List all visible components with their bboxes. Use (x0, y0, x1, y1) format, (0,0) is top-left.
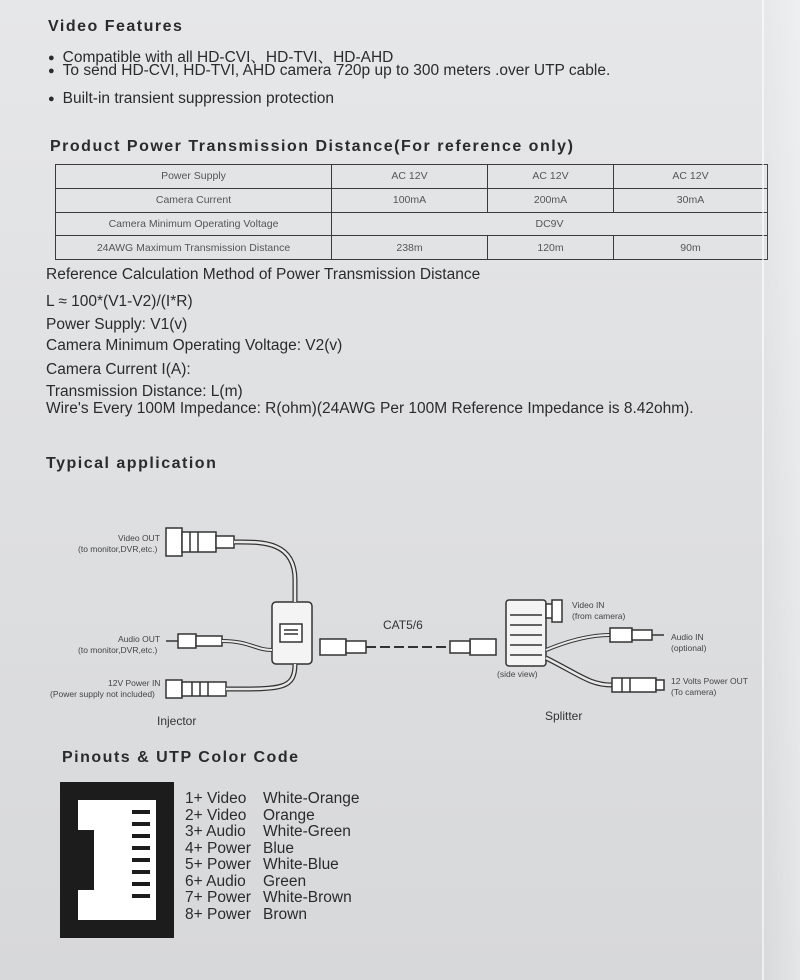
injector-caption: Injector (157, 714, 197, 728)
splitter-caption: Splitter (545, 709, 583, 723)
side-view-label: (side view) (497, 669, 538, 679)
row-label: Camera Minimum Operating Voltage (56, 212, 332, 236)
pin-label: 1+ Video (185, 790, 247, 807)
pinout-list (185, 791, 359, 923)
pin-label: 5+ Power (185, 856, 251, 873)
power-out-label: 12 Volts Power OUT (671, 676, 749, 686)
feature-item: ● Built-in transient suppression protection (48, 90, 334, 108)
pinout-row (185, 841, 359, 858)
pin-label: 4+ Power (185, 839, 251, 857)
row-label: 24AWG Maximum Transmission Distance (56, 236, 332, 260)
cable-label: CAT5/6 (383, 618, 423, 632)
calc-line: Camera Minimum Operating Voltage: V2(v) (46, 337, 343, 354)
pinout-row (185, 857, 359, 874)
pin-color: White-Blue (263, 856, 339, 873)
table-cell: 238m (332, 236, 488, 260)
dc-power-plug-icon (612, 678, 664, 692)
bnc-connector-icon (166, 528, 234, 556)
feature-item: ● Compatible with all HD-CVI、HD-TVI、HD-AHD (48, 45, 393, 67)
video-out-sub: (to monitor,DVR,etc.) (78, 544, 158, 554)
pin-color: Blue (263, 839, 295, 857)
table-row (56, 188, 768, 212)
pin-color: Orange (263, 806, 315, 824)
pin-color: Green (263, 872, 307, 890)
table-cell-merged: DC9V (332, 212, 768, 236)
rca-connector-icon (166, 634, 222, 648)
video-in-sub: (from camera) (572, 611, 626, 621)
power-in-label: 12V Power IN (108, 678, 161, 688)
row-label: Camera Current (56, 188, 332, 212)
pinout-row (185, 824, 359, 841)
table-row (56, 236, 768, 260)
pinout-row (185, 808, 359, 825)
pin-label: 2+ Video (185, 806, 247, 824)
video-in-label: Video IN (572, 600, 605, 610)
rj45-jack-icon (60, 782, 174, 938)
pinouts-title: Pinouts & UTP Color Code (62, 749, 300, 766)
pinout-row (185, 907, 359, 924)
power-table-title: Product Power Transmission Distance(For reference only) (50, 138, 575, 155)
plastic-edge (762, 0, 764, 980)
pinout-row (185, 874, 359, 891)
pin-label: 8+ Power (185, 905, 251, 923)
calc-line: Transmission Distance: L(m) (46, 383, 243, 400)
calc-line: Wire's Every 100M Impedance: R(ohm)(24AWG Per 100M Reference Impedance is 8.42ohm). (46, 400, 694, 417)
calc-heading: Reference Calculation Method of Power Transmission Distance (46, 266, 481, 283)
video-out-label: Video OUT (118, 533, 160, 543)
table-row (56, 165, 768, 189)
calc-formula: L ≈ 100*(V1-V2)/(I*R) (46, 293, 193, 310)
audio-in-label: Audio IN (671, 632, 704, 642)
application-title: Typical application (46, 455, 218, 472)
table-cell: 120m (488, 236, 614, 260)
pin-color: White-Brown (263, 889, 352, 906)
power-out-sub: (To camera) (671, 687, 717, 697)
table-cell: AC 12V (614, 165, 768, 189)
pinout-row (185, 890, 359, 907)
pin-label: 3+ Audio (185, 823, 246, 840)
audio-out-label: Audio OUT (118, 634, 161, 644)
calc-line: Camera Current I(A): (46, 361, 191, 378)
table-cell: 100mA (332, 188, 488, 212)
table-cell: 90m (614, 236, 768, 260)
pin-color: White-Green (263, 823, 351, 840)
row-label: Power Supply (56, 165, 332, 189)
plastic-glare (760, 0, 800, 980)
video-features-title: Video Features (48, 18, 184, 35)
dc-power-plug-icon (166, 680, 226, 698)
pin-label: 6+ Audio (185, 872, 246, 890)
pin-color: White-Orange (263, 790, 360, 807)
table-cell: 30mA (614, 188, 768, 212)
table-cell: 200mA (488, 188, 614, 212)
audio-in-sub: (optional) (671, 643, 707, 653)
injector-icon (272, 602, 312, 664)
calc-line: Power Supply: V1(v) (46, 316, 188, 333)
power-transmission-table (55, 164, 768, 260)
pin-label: 7+ Power (185, 889, 251, 906)
splitter-icon (506, 600, 562, 666)
power-in-sub: (Power supply not included) (50, 689, 155, 699)
audio-out-sub: (to monitor,DVR,etc.) (78, 645, 158, 655)
table-cell: AC 12V (488, 165, 614, 189)
feature-item: ● To send HD-CVI, HD-TVI, AHD camera 720p up to 300 meters .over UTP cable. (48, 62, 610, 80)
rca-connector-icon (610, 628, 664, 642)
table-cell: AC 12V (332, 165, 488, 189)
pin-color: Brown (263, 905, 307, 923)
table-row (56, 212, 768, 236)
pinout-row (185, 791, 359, 808)
